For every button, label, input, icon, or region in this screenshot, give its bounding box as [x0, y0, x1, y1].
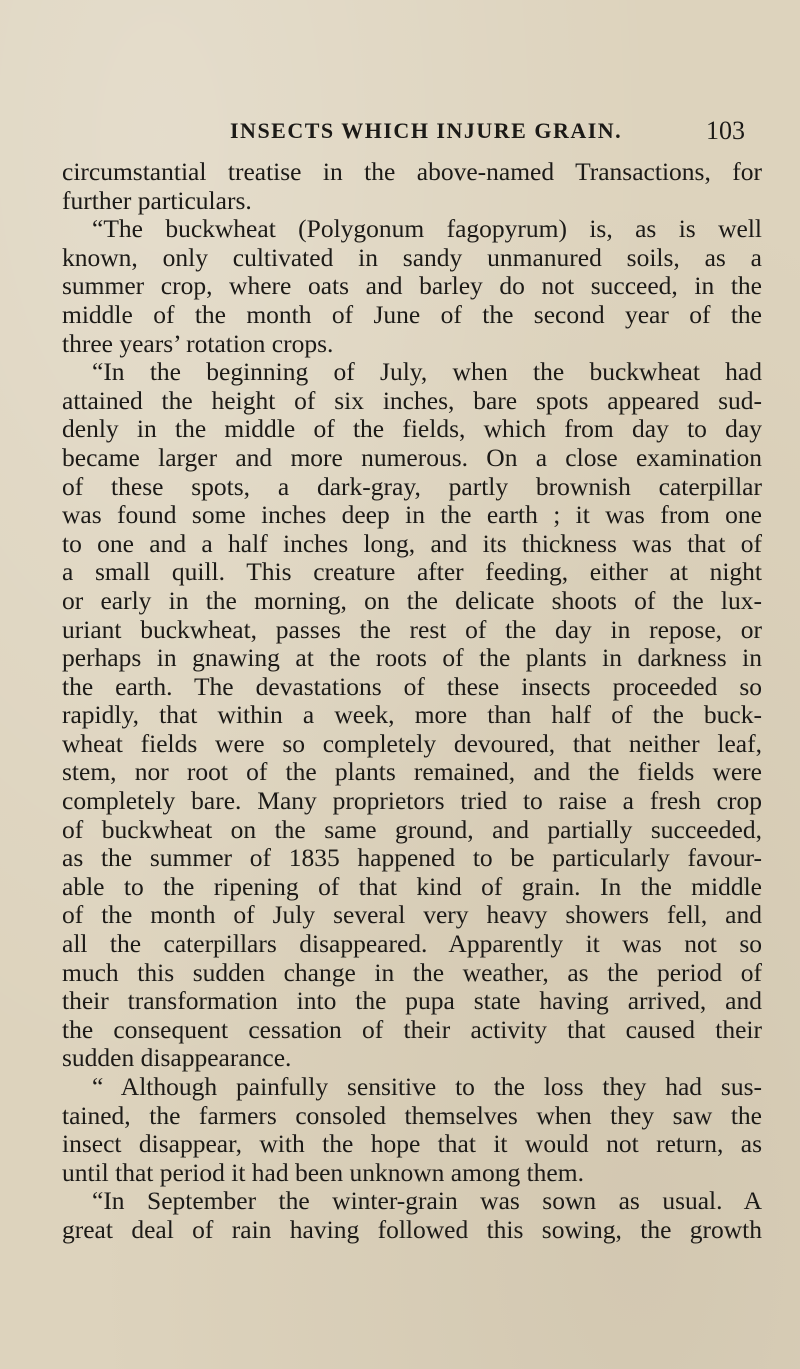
text-line: summer crop, where oats and barley do not succeed, in the — [62, 271, 762, 301]
text-line: stem, nor root of the plants remained, and the fields were — [62, 757, 762, 787]
text-line: “The buckwheat (Polygonum fagopyrum) is, as is well — [92, 214, 762, 244]
body-text — [62, 158, 762, 1245]
text-line: uriant buckwheat, passes the rest of the day in repose, or — [62, 614, 762, 644]
text-line: middle of the month of June of the second year of the — [62, 299, 762, 329]
text-line: three years’ rotation crops. — [62, 328, 334, 358]
text-line: able to the ripening of that kind of grain. In the middle — [62, 871, 762, 901]
text-line: a small quill. This creature after feeding, either at night — [62, 557, 762, 587]
text-line: insect disappear, with the hope that it would not return, as — [62, 1129, 762, 1159]
text-line: much this sudden change in the weather, as the period of — [62, 957, 762, 987]
text-line: until that period it had been unknown among them. — [62, 1157, 584, 1187]
text-line: denly in the middle of the fields, which from day to day — [62, 414, 762, 444]
page-number: 103 — [706, 116, 745, 145]
text-line: “In the beginning of July, when the buckwheat had — [92, 357, 762, 387]
text-line: the earth. The devastations of these insects proceeded so — [62, 671, 762, 701]
running-head: INSECTS WHICH INJURE GRAIN. — [230, 118, 623, 143]
text-line: all the caterpillars disappeared. Apparently it was not so — [62, 929, 762, 959]
text-line: to one and a half inches long, and its thickness was that of — [62, 528, 762, 558]
text-line: attained the height of six inches, bare spots appeared sud- — [62, 385, 762, 415]
text-line: circumstantial treatise in the above-named Transactions, for — [62, 157, 762, 186]
text-line: great deal of rain having followed this sowing, the growth — [62, 1214, 762, 1244]
text-line: of buckwheat on the same ground, and partially succeeded, — [62, 814, 762, 844]
text-line: their transformation into the pupa state having arrived, and — [62, 986, 762, 1016]
text-line: “ Although painfully sensitive to the loss they had sus- — [92, 1072, 762, 1101]
text-line: perhaps in gnawing at the roots of the plants in darkness in — [62, 643, 762, 673]
text-line: sudden disappearance. — [62, 1043, 292, 1073]
page-header — [0, 118, 800, 152]
text-line: further particulars. — [62, 185, 252, 215]
text-line: rapidly, that within a week, more than half of the buck- — [62, 700, 762, 730]
text-line: completely bare. Many proprietors tried to raise a fresh crop — [62, 786, 762, 816]
text-line: was found some inches deep in the earth ; it was from one — [62, 500, 762, 530]
text-line: wheat fields were so completely devoured, that neither leaf, — [62, 728, 762, 758]
text-line: the consequent cessation of their activity that caused their — [62, 1014, 762, 1044]
text-line: “In September the winter-grain was sown as usual. A — [92, 1186, 762, 1216]
text-line: tained, the farmers consoled themselves when they saw the — [62, 1100, 762, 1130]
text-line: as the summer of 1835 happened to be particularly favour- — [62, 843, 762, 873]
text-line: known, only cultivated in sandy unmanured soils, as a — [62, 242, 762, 272]
text-line: of these spots, a dark-gray, partly brownish caterpillar — [62, 471, 762, 501]
text-line: became larger and more numerous. On a close examination — [62, 442, 762, 472]
text-line: or early in the morning, on the delicate shoots of the lux- — [62, 585, 762, 615]
text-line: of the month of July several very heavy showers fell, and — [62, 900, 762, 930]
